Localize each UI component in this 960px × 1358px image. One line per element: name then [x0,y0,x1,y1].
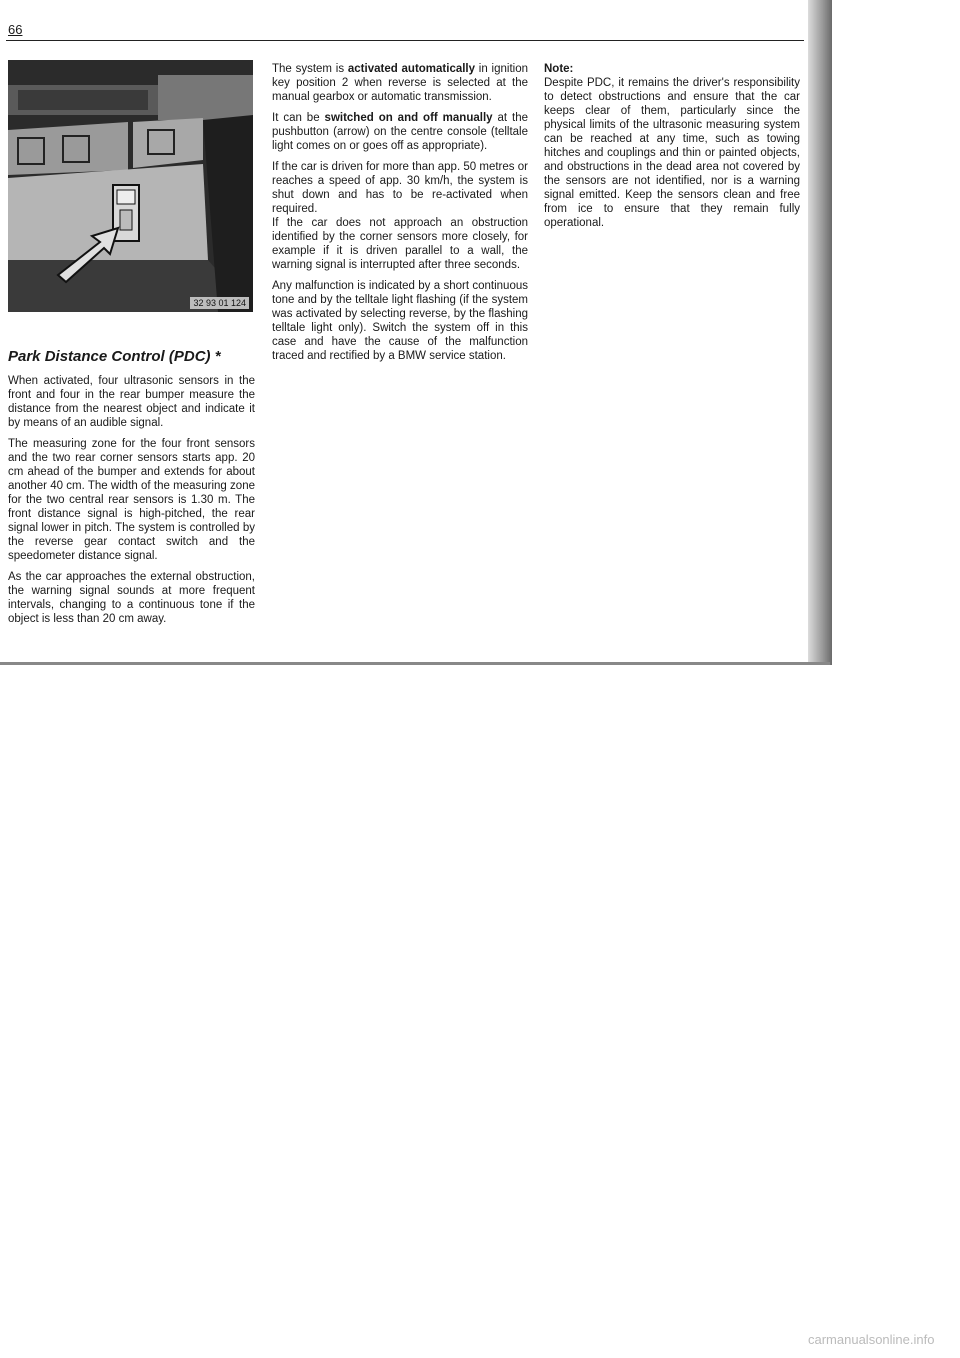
paragraph-sensors: When activated, four ultrasonic sensors in the front and four in the rear bumper measure the distance from the nearest object and indicate it by means of an audible signal. [8,375,255,429]
paragraph-interruption: If the car does not approach an obstruction identified by the corner sensors more closely, for example if it is driven parallel to a wall, the warning signal is interrupted after three seconds. [272,217,528,271]
paragraph-malfunction: Any malfunction is indicated by a short continuous tone and by the telltale light flashing (if the system was activated by selecting reverse, by the flashing telltale light only). Switch the system off in this case and have the cause of the malfunction traced and rectified by a BMW service station. [272,280,528,362]
paragraph-manual-switch: It can be switched on and off manually at the pushbutton (arrow) on the centre console (telltale light comes on or goes off as appropriate). [272,112,529,152]
paragraph-warning-signal: As the car approaches the external obstruction, the warning signal sounds at more frequent intervals, changing to a continuous tone if the object is less than 20 cm away. [8,571,255,625]
figure-code: 32 93 01 124 [190,297,249,309]
watermark: carmanualsonline.info [808,1332,935,1347]
top-rule [6,40,804,41]
bottom-rule [0,662,830,665]
paragraph-measuring-zone: The measuring zone for the four front sensors and the two rear corner sensors starts app. 20 cm ahead of the bumper and extends for about another 40 cm. The width of the measuring zone for the two central rear sensors is 1.30 m. The front distance signal is high-pitched, the rear signal lower in pitch. The system is controlled by the reverse gear contact switch and the speedometer distance signal. [8,438,255,562]
paragraph-shutdown: If the car is driven for more than app. 50 metres or reaches a speed of app. 30 km/h, the system is shut down and has to be re-activated when required. [272,161,528,215]
column-right [544,62,800,237]
console-drawing [8,60,253,312]
page-number: 66 [8,22,23,37]
note-block [544,62,800,230]
note-label: Note: [544,63,574,75]
column-middle [272,62,528,370]
pdc-button-illustration [8,60,253,312]
paragraph-activation: The system is activated automatically in ignition key position 2 when reverse is selected at the manual gearbox or automatic transmission. [272,63,528,103]
column-left [8,350,255,633]
note-text: Despite PDC, it remains the driver's responsibility to detect obstructions and ensure that the car keeps clear of them, particularly since the physical limits of the ultrasonic measuring system can be reached at any time, such as towing hitches and couplings and thin or painted objects, and obstructions in the dead area not covered by the sensors are not identified, nor is a warning signal emitted. Keep the sensors clean and free from ice to ensure that they remain fully operational. [544,77,800,229]
section-title: Park Distance Control (PDC) * [8,348,221,365]
page-edge-shadow [808,0,832,665]
